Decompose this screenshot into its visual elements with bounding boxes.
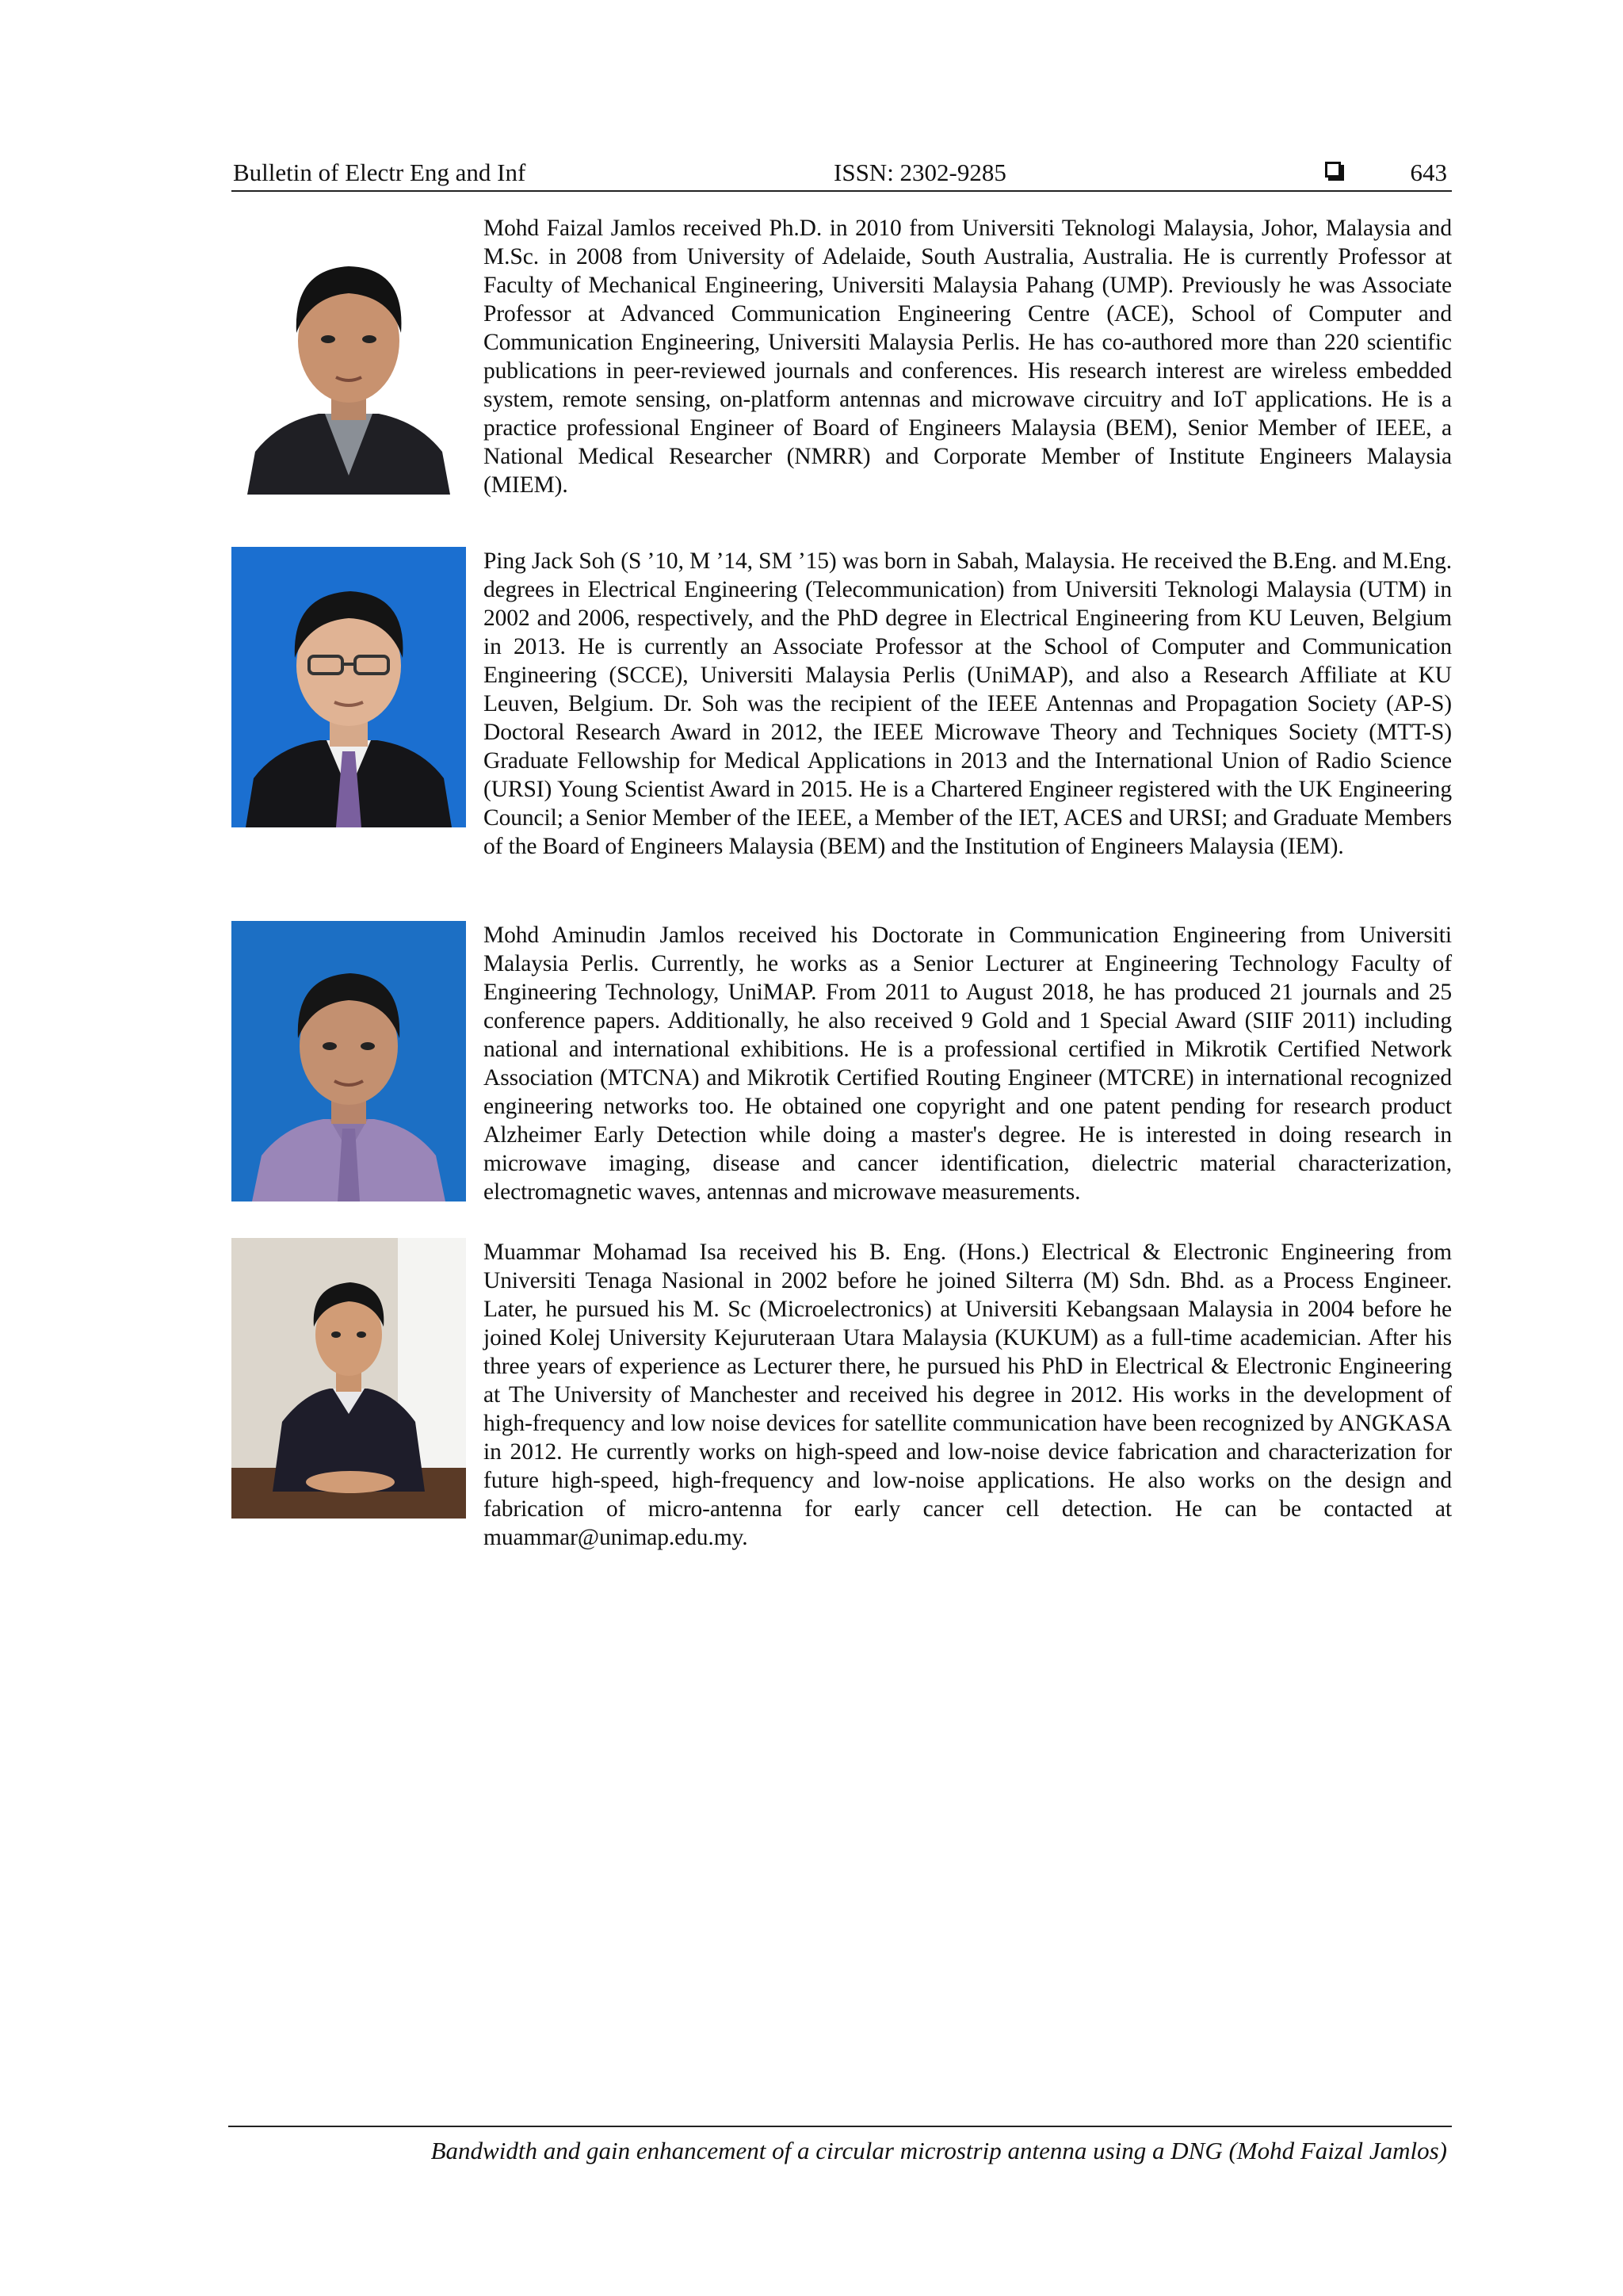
author-photo bbox=[231, 214, 466, 495]
bio-paragraph: Ping Jack Soh (S ’10, M ’14, SM ’15) was born in Sabah, Malaysia. He received the B.Eng. and M.Eng. degrees in Electrical Engineering (Telecommunication) from Universiti Teknologi Malaysia (UTM) in 2002 and 2006, respectively, and the PhD degree in Electrical Engineering from KU Leuven, Belgium in 2013. He is currently an Associate Professor at the School of Computer and Communication Engineering (SCCE), Universiti Malaysia Perlis (UniMAP), and also a Research Affiliate at KU Leuven, Belgium. Dr. Soh was the recipient of the IEEE Antennas and Propagation Society (AP-S) Doctoral Research Award in 2012, the IEEE Microwave Theory and Techniques Society (MTT-S) Graduate Fellowship for Medical Applications in 2013 and the International Union of Radio Science (URSI) Young Scientist Award in 2015. He is a Chartered Engineer registered with the UK Engineering Council; a Senior Member of the IEEE, a Member of the IET, ACES and URSI; and Graduate Members of the Board of Engineers Malaysia (BEM) and the Institution of Engineers Malaysia (IEM). bbox=[483, 548, 1452, 859]
footer-article-title: Bandwidth and gain enhancement of a circular microstrip antenna using a DNG (Mohd Faizal Jamlos) bbox=[430, 2137, 1447, 2164]
bio-paragraph: Mohd Aminudin Jamlos received his Doctorate in Communication Engineering from Universiti Malaysia Perlis. Currently, he works as a Senior Lecturer at Engineering Technology Faculty of Engineering Technology, UniMAP. From 2011 to August 2018, he has produced 21 journals and 25 conference papers. Additionally, he also received 9 Gold and 1 Special Award (SIIF 2011) including national and international exhibitions. He is a professional certified in Mikrotik Certified Network Association (MTCNA) and Mikrotik Certified Routing Engineer (MTCRE) in international recognized engineering networks too. He obtained one copyright and one patent pending for research product Alzheimer Early Detection while doing a master's degree. He is interested in doing research in microwave imaging, disease and cancer identification, dielectric material characterization, electromagnetic waves, antennas and microwave measurements. bbox=[483, 923, 1452, 1205]
author-photo bbox=[231, 547, 466, 827]
author-photo bbox=[231, 921, 466, 1201]
running-footer bbox=[228, 2126, 1452, 2164]
author-photo bbox=[231, 1238, 466, 1519]
bio-paragraph: Muammar Mohamad Isa received his B. Eng. (Hons.) Electrical & Electronic Engineering from Universiti Tenaga Nasional in 2002 before he joined Silterra (M) Sdn. Bhd. as a Process Engineer. Later, he pursued his M. Sc (Microelectronics) at Universiti Kebangsaan Malaysia in 2004 before he joined Kolej University Kejuruteraan Utara Malaysia (KUKUM) as a full-time academician. After his three years of experience as Lecturer there, he pursued his PhD in Electrical & Electronic Engineering at The University of Manchester and received his degree in 2012. His works in the development of high-frequency and low noise devices for satellite communication have been recognized by ANGKASA in 2012. He currently works on high-speed and low-noise device fabrication and characterization for future high-speed, high-frequency and low-noise applications. He also works on the design and fabrication of micro-antenna for early cancer cell detection. He can be contacted at muammar@unimap.edu.my. bbox=[483, 1240, 1452, 1550]
page-number: 643 bbox=[1410, 159, 1447, 186]
running-header bbox=[231, 154, 1452, 192]
issn-label: ISSN: 2302-9285 bbox=[834, 159, 1006, 186]
journal-name: Bulletin of Electr Eng and Inf bbox=[233, 159, 526, 186]
bio-paragraph: Mohd Faizal Jamlos received Ph.D. in 2010 from Universiti Teknologi Malaysia, Johor, Malaysia and M.Sc. in 2008 from University of Adelaide, South Australia, Australia. He is currently Professor at Faculty of Mechanical Engineering, Universiti Malaysia Pahang (UMP). Previously he was Associate Professor at Advanced Communication Engineering Centre (ACE), School of Computer and Communication Engineering, Universiti Malaysia Perlis. He has co-authored more than 220 scientific publications in peer-reviewed journals and conferences. His research interest are wireless embedded system, remote sensing, on-platform antennas and microwave circuitry and IoT applications. He is a practice professional Engineer of Board of Engineers Malaysia (BEM), Senior Member of IEEE, a National Medical Researcher (NMRR) and Corporate Member of Institute Engineers Malaysia (MIEM). bbox=[483, 216, 1452, 498]
square-bullet-icon bbox=[1325, 162, 1341, 178]
